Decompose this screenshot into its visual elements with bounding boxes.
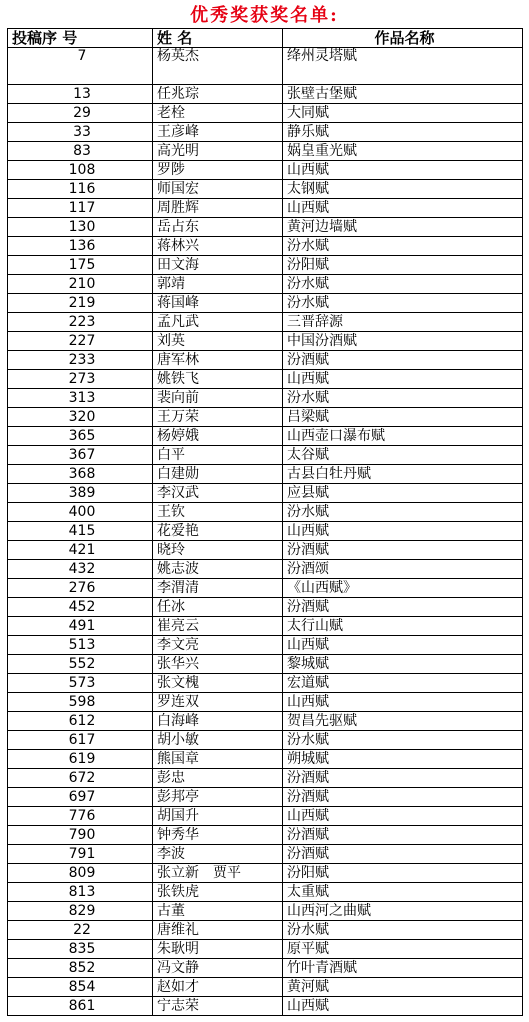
name-cell: 胡小敏 <box>153 731 283 750</box>
work-title-cell: 吕梁赋 <box>283 408 523 427</box>
name-cell: 唐军林 <box>153 351 283 370</box>
name-cell: 杨婷娥 <box>153 427 283 446</box>
table-row <box>8 256 523 275</box>
submission-number-cell: 22 <box>8 921 153 940</box>
work-title-cell: 山西赋 <box>283 693 523 712</box>
table-row <box>8 161 523 180</box>
table-row <box>8 845 523 864</box>
name-cell: 白平 <box>153 446 283 465</box>
submission-number-cell: 130 <box>8 218 153 237</box>
work-title-cell: 山西赋 <box>283 997 523 1016</box>
name-cell: 李文亮 <box>153 636 283 655</box>
table-row <box>8 275 523 294</box>
name-cell: 老栓 <box>153 104 283 123</box>
table-row <box>8 85 523 104</box>
table-row <box>8 218 523 237</box>
submission-number-cell: 598 <box>8 693 153 712</box>
submission-number-cell: 432 <box>8 560 153 579</box>
table-row <box>8 446 523 465</box>
name-cell: 王彦峰 <box>153 123 283 142</box>
name-cell: 张铁虎 <box>153 883 283 902</box>
header-name: 姓 名 <box>153 29 283 48</box>
work-title-cell: 汾阳赋 <box>283 256 523 275</box>
work-title-cell: 绛州灵塔赋 <box>283 48 523 85</box>
table-row <box>8 617 523 636</box>
table-row <box>8 180 523 199</box>
submission-number-cell: 136 <box>8 237 153 256</box>
work-title-cell: 山西赋 <box>283 636 523 655</box>
submission-number-cell: 400 <box>8 503 153 522</box>
table-row <box>8 351 523 370</box>
work-title-cell: 三晋辞源 <box>283 313 523 332</box>
table-row <box>8 48 523 85</box>
submission-number-cell: 513 <box>8 636 153 655</box>
name-cell: 彭邦亭 <box>153 788 283 807</box>
work-title-cell: 太谷赋 <box>283 446 523 465</box>
work-title-cell: 黄河赋 <box>283 978 523 997</box>
work-title-cell: 汾水赋 <box>283 237 523 256</box>
submission-number-cell: 854 <box>8 978 153 997</box>
table-row <box>8 902 523 921</box>
work-title-cell: 山西赋 <box>283 370 523 389</box>
name-cell: 师国宏 <box>153 180 283 199</box>
table-row <box>8 826 523 845</box>
work-title-cell: 山西河之曲赋 <box>283 902 523 921</box>
work-title-cell: 大同赋 <box>283 104 523 123</box>
work-title-cell: 汾水赋 <box>283 731 523 750</box>
name-cell: 彭忠 <box>153 769 283 788</box>
work-title-cell: 太钢赋 <box>283 180 523 199</box>
work-title-cell: 张壁古堡赋 <box>283 85 523 104</box>
submission-number-cell: 273 <box>8 370 153 389</box>
work-title-cell: 黎城赋 <box>283 655 523 674</box>
name-cell: 唐维礼 <box>153 921 283 940</box>
table-row <box>8 465 523 484</box>
name-cell: 白建勋 <box>153 465 283 484</box>
work-title-cell: 汾酒赋 <box>283 788 523 807</box>
work-title-cell: 竹叶青酒赋 <box>283 959 523 978</box>
submission-number-cell: 552 <box>8 655 153 674</box>
work-title-cell: 山西赋 <box>283 807 523 826</box>
name-cell: 晓玲 <box>153 541 283 560</box>
submission-number-cell: 861 <box>8 997 153 1016</box>
name-cell: 崔亮云 <box>153 617 283 636</box>
work-title-cell: 汾水赋 <box>283 503 523 522</box>
name-cell: 王钦 <box>153 503 283 522</box>
submission-number-cell: 368 <box>8 465 153 484</box>
name-cell: 姚志波 <box>153 560 283 579</box>
header-submission-number: 投稿序 号 <box>8 29 153 48</box>
work-title-cell: 山西赋 <box>283 522 523 541</box>
table-row <box>8 560 523 579</box>
table-row <box>8 294 523 313</box>
submission-number-cell: 790 <box>8 826 153 845</box>
submission-number-cell: 365 <box>8 427 153 446</box>
name-cell: 高光明 <box>153 142 283 161</box>
submission-number-cell: 13 <box>8 85 153 104</box>
work-title-cell: 静乐赋 <box>283 123 523 142</box>
work-title-cell: 山西赋 <box>283 199 523 218</box>
name-cell: 胡国升 <box>153 807 283 826</box>
table-row <box>8 370 523 389</box>
name-cell: 花爱艳 <box>153 522 283 541</box>
name-cell: 田文海 <box>153 256 283 275</box>
name-cell: 岳占东 <box>153 218 283 237</box>
table-row <box>8 712 523 731</box>
table-row <box>8 731 523 750</box>
work-title-cell: 汾水赋 <box>283 294 523 313</box>
submission-number-cell: 313 <box>8 389 153 408</box>
table-row <box>8 104 523 123</box>
submission-number-cell: 672 <box>8 769 153 788</box>
name-cell: 蒋林兴 <box>153 237 283 256</box>
table-row <box>8 522 523 541</box>
submission-number-cell: 835 <box>8 940 153 959</box>
table-row <box>8 332 523 351</box>
work-title-cell: 中国汾酒赋 <box>283 332 523 351</box>
name-cell: 罗陟 <box>153 161 283 180</box>
name-cell: 郭靖 <box>153 275 283 294</box>
work-title-cell: 汾酒赋 <box>283 351 523 370</box>
name-cell: 白海峰 <box>153 712 283 731</box>
name-cell: 张文槐 <box>153 674 283 693</box>
table-row <box>8 921 523 940</box>
work-title-cell: 汾酒赋 <box>283 769 523 788</box>
table-row <box>8 693 523 712</box>
table-row <box>8 997 523 1016</box>
work-title-cell: 山西赋 <box>283 161 523 180</box>
table-row <box>8 123 523 142</box>
name-cell: 赵如才 <box>153 978 283 997</box>
submission-number-cell: 619 <box>8 750 153 769</box>
table-row <box>8 788 523 807</box>
name-cell: 冯文静 <box>153 959 283 978</box>
submission-number-cell: 573 <box>8 674 153 693</box>
work-title-cell: 汾酒赋 <box>283 845 523 864</box>
work-title-cell: 汾水赋 <box>283 921 523 940</box>
work-title-cell: 应县赋 <box>283 484 523 503</box>
submission-number-cell: 389 <box>8 484 153 503</box>
name-cell: 张华兴 <box>153 655 283 674</box>
work-title-cell: 古县白牡丹赋 <box>283 465 523 484</box>
submission-number-cell: 452 <box>8 598 153 617</box>
name-cell: 罗连双 <box>153 693 283 712</box>
table-row <box>8 484 523 503</box>
table-row <box>8 674 523 693</box>
work-title-cell: 原平赋 <box>283 940 523 959</box>
submission-number-cell: 791 <box>8 845 153 864</box>
submission-number-cell: 829 <box>8 902 153 921</box>
table-row <box>8 427 523 446</box>
table-row <box>8 959 523 978</box>
table-row <box>8 655 523 674</box>
name-cell: 孟凡武 <box>153 313 283 332</box>
work-title-cell: 贺昌先驱赋 <box>283 712 523 731</box>
name-cell: 张立新 贾平 <box>153 864 283 883</box>
name-cell: 宁志荣 <box>153 997 283 1016</box>
submission-number-cell: 29 <box>8 104 153 123</box>
table-row <box>8 142 523 161</box>
table-row <box>8 750 523 769</box>
submission-number-cell: 227 <box>8 332 153 351</box>
submission-number-cell: 108 <box>8 161 153 180</box>
name-cell: 朱耿明 <box>153 940 283 959</box>
name-cell: 杨英杰 <box>153 48 283 85</box>
table-row <box>8 541 523 560</box>
table-row <box>8 389 523 408</box>
name-cell: 古董 <box>153 902 283 921</box>
submission-number-cell: 116 <box>8 180 153 199</box>
table-row <box>8 940 523 959</box>
work-title-cell: 汾酒赋 <box>283 541 523 560</box>
name-cell: 刘英 <box>153 332 283 351</box>
submission-number-cell: 117 <box>8 199 153 218</box>
name-cell: 钟秀华 <box>153 826 283 845</box>
name-cell: 王万荣 <box>153 408 283 427</box>
table-row <box>8 237 523 256</box>
work-title-cell: 汾酒赋 <box>283 826 523 845</box>
submission-number-cell: 219 <box>8 294 153 313</box>
work-title-cell: 汾酒颂 <box>283 560 523 579</box>
name-cell: 任兆琮 <box>153 85 283 104</box>
submission-number-cell: 813 <box>8 883 153 902</box>
table-row <box>8 807 523 826</box>
submission-number-cell: 320 <box>8 408 153 427</box>
submission-number-cell: 33 <box>8 123 153 142</box>
work-title-cell: 朔城赋 <box>283 750 523 769</box>
submission-number-cell: 491 <box>8 617 153 636</box>
name-cell: 姚铁飞 <box>153 370 283 389</box>
work-title-cell: 汾酒赋 <box>283 598 523 617</box>
submission-number-cell: 7 <box>8 48 153 85</box>
submission-number-cell: 421 <box>8 541 153 560</box>
submission-number-cell: 415 <box>8 522 153 541</box>
name-cell: 李渭清 <box>153 579 283 598</box>
submission-number-cell: 367 <box>8 446 153 465</box>
name-cell: 李波 <box>153 845 283 864</box>
work-title-cell: 汾水赋 <box>283 275 523 294</box>
name-cell: 周胜辉 <box>153 199 283 218</box>
submission-number-cell: 233 <box>8 351 153 370</box>
submission-number-cell: 852 <box>8 959 153 978</box>
table-row <box>8 579 523 598</box>
work-title-cell: 太重赋 <box>283 883 523 902</box>
submission-number-cell: 617 <box>8 731 153 750</box>
name-cell: 熊国章 <box>153 750 283 769</box>
work-title-cell: 娲皇重光赋 <box>283 142 523 161</box>
header-work-title: 作品名称 <box>283 29 523 48</box>
name-cell: 李汉武 <box>153 484 283 503</box>
submission-number-cell: 210 <box>8 275 153 294</box>
submission-number-cell: 697 <box>8 788 153 807</box>
table-row <box>8 598 523 617</box>
submission-number-cell: 83 <box>8 142 153 161</box>
submission-number-cell: 223 <box>8 313 153 332</box>
table-row <box>8 503 523 522</box>
name-cell: 任冰 <box>153 598 283 617</box>
table-row <box>8 199 523 218</box>
award-table <box>7 28 523 1016</box>
work-title-cell: 《山西赋》 <box>283 579 523 598</box>
table-row <box>8 636 523 655</box>
table-row <box>8 978 523 997</box>
work-title-cell: 宏道赋 <box>283 674 523 693</box>
table-row <box>8 864 523 883</box>
name-cell: 蒋国峰 <box>153 294 283 313</box>
table-row <box>8 769 523 788</box>
list-title: 优秀奖获奖名单: <box>190 5 339 26</box>
submission-number-cell: 612 <box>8 712 153 731</box>
work-title-cell: 汾阳赋 <box>283 864 523 883</box>
work-title-cell: 汾水赋 <box>283 389 523 408</box>
name-cell: 裴向前 <box>153 389 283 408</box>
submission-number-cell: 175 <box>8 256 153 275</box>
table-row <box>8 883 523 902</box>
table-row <box>8 313 523 332</box>
table-header-row <box>8 29 523 48</box>
work-title-cell: 山西壶口瀑布赋 <box>283 427 523 446</box>
submission-number-cell: 776 <box>8 807 153 826</box>
submission-number-cell: 809 <box>8 864 153 883</box>
work-title-cell: 黄河边墙赋 <box>283 218 523 237</box>
table-row <box>8 408 523 427</box>
submission-number-cell: 276 <box>8 579 153 598</box>
work-title-cell: 太行山赋 <box>283 617 523 636</box>
